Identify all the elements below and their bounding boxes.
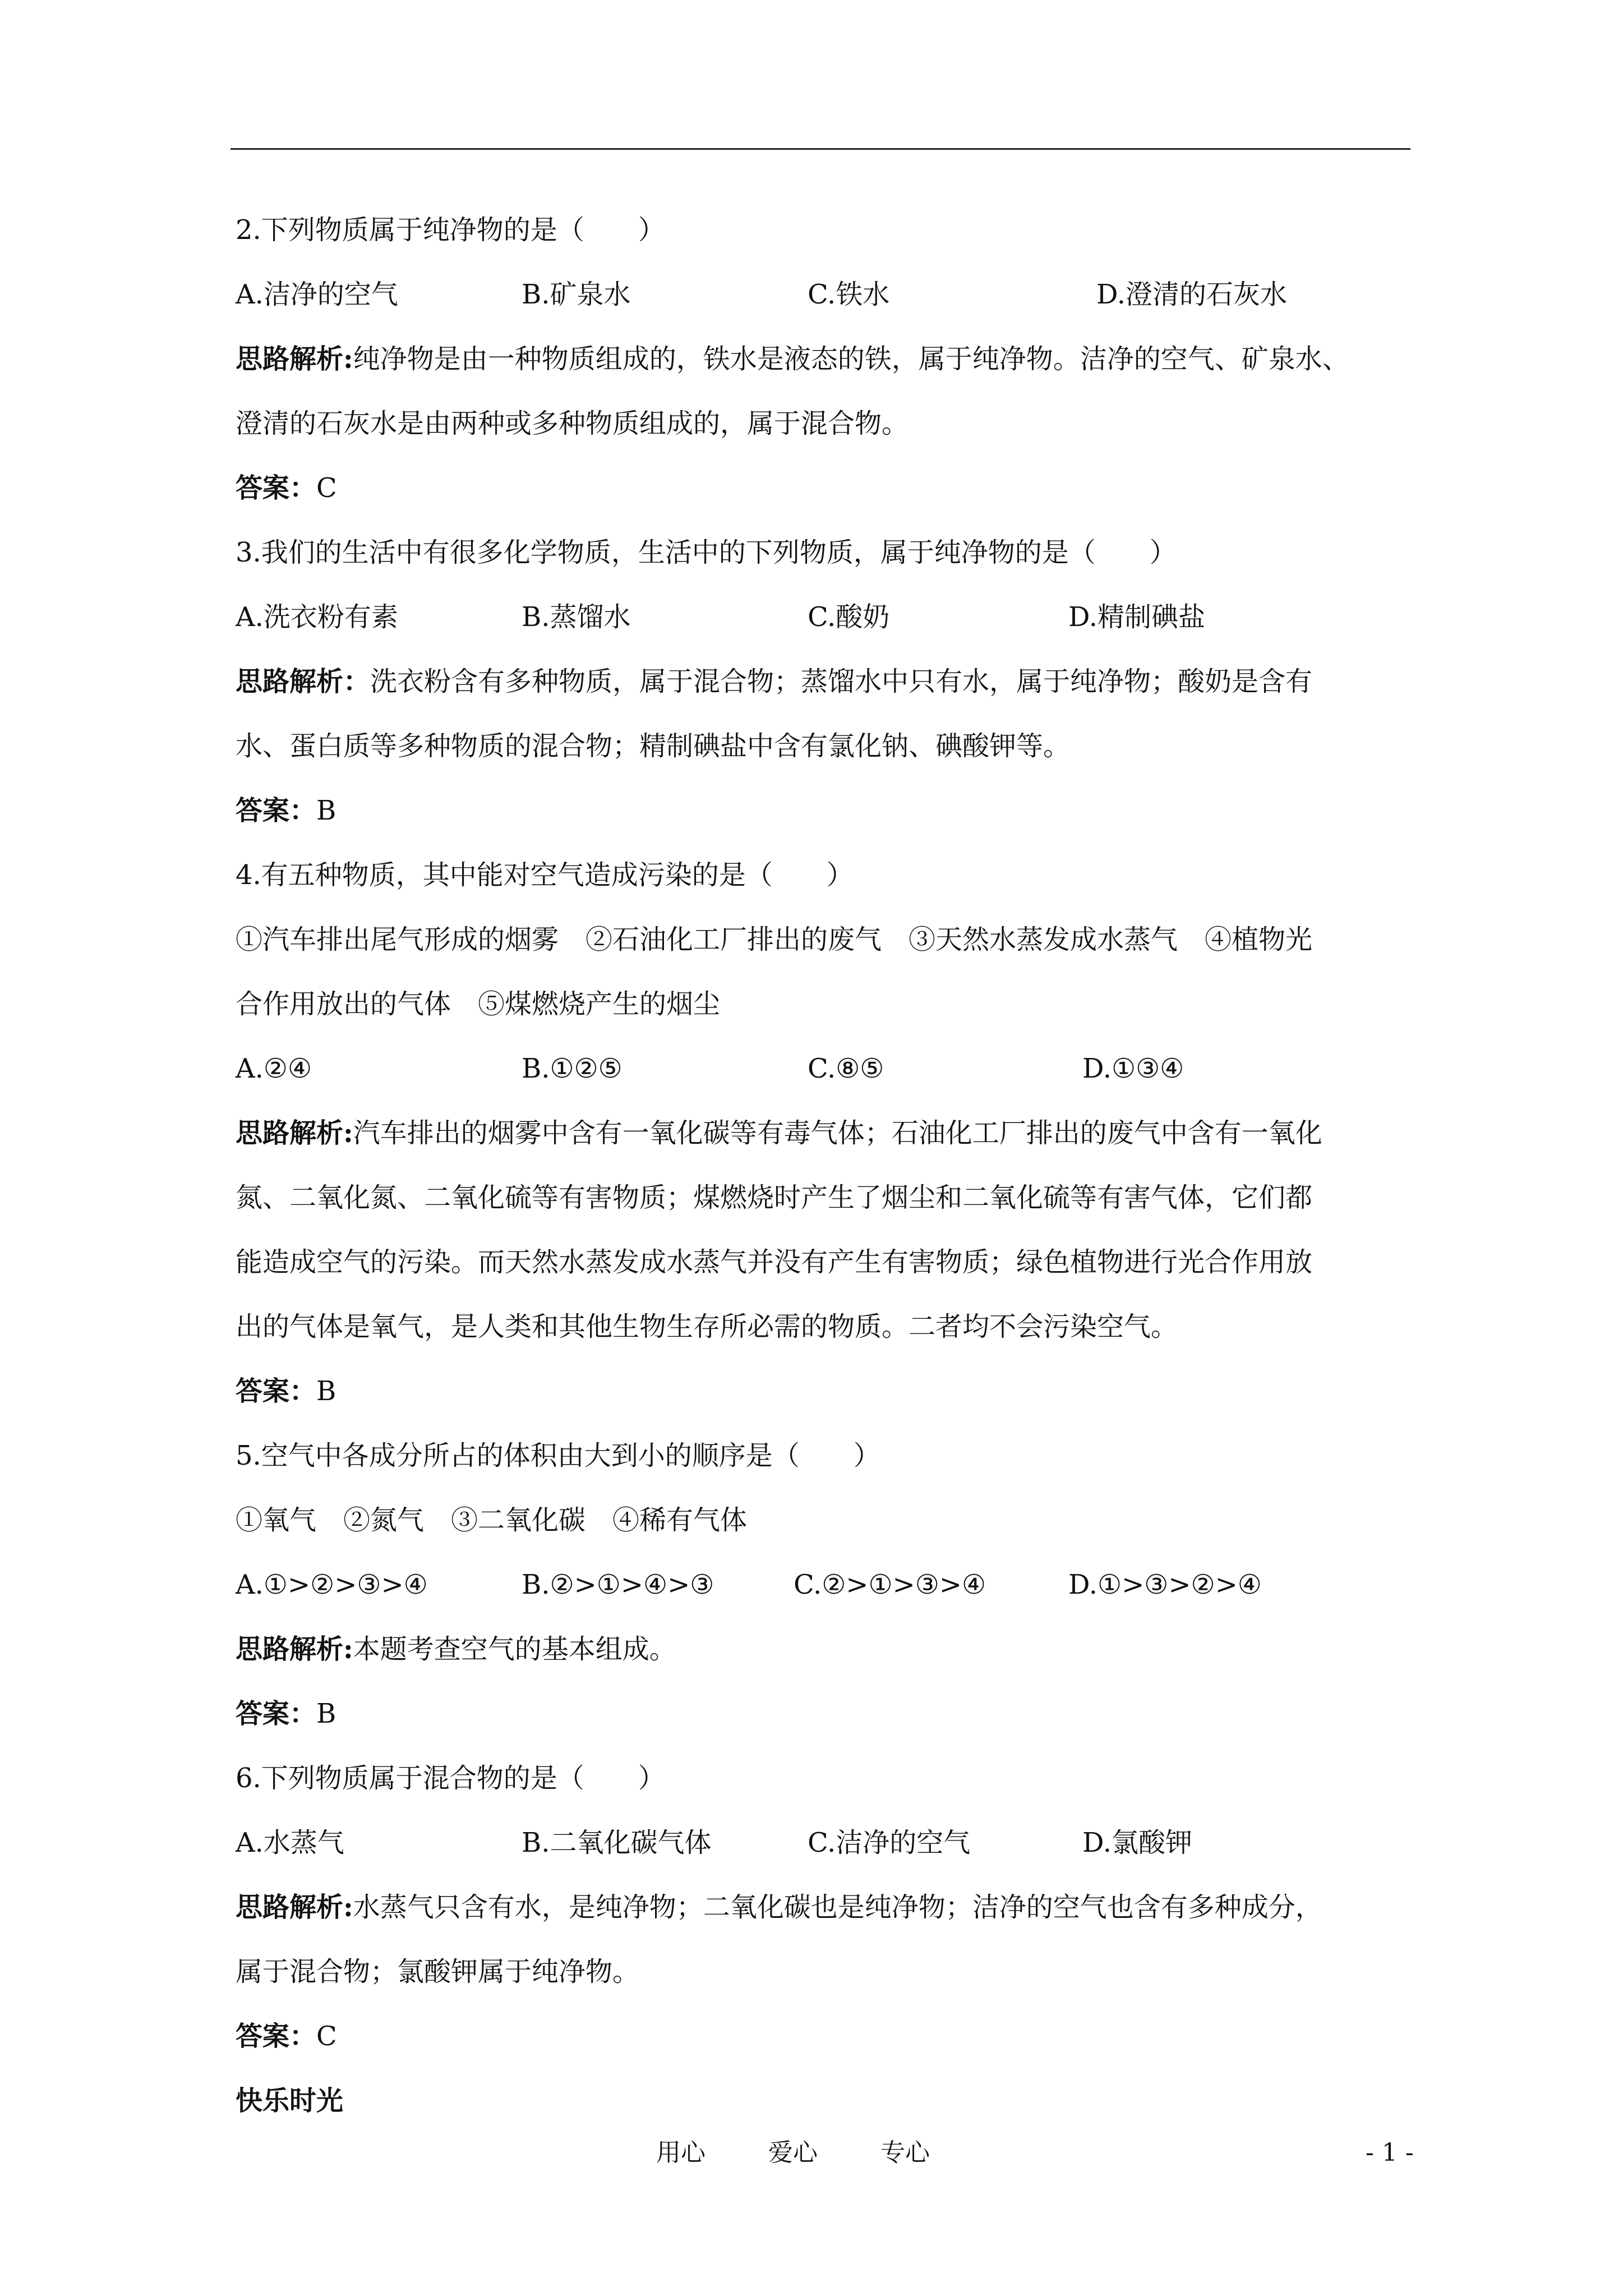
q5-analysis: [236, 1632, 676, 1666]
footer-motto-3: 专心: [880, 2138, 930, 2167]
q5-items-line1: ①氧气 ②氮气 ③二氧化碳 ④稀有气体: [236, 1504, 748, 1536]
analysis-label: 思路解析:: [236, 1892, 353, 1923]
q4-analysis-line4: 出的气体是氧气，是人类和其他生物生存所必需的物质。二者均不会污染空气。: [236, 1311, 1178, 1342]
page-number: - 1 -: [1366, 2138, 1414, 2167]
answer-value: C: [316, 2021, 337, 2052]
analysis-label: 思路解析:: [236, 1634, 353, 1665]
q6-answer: [236, 2019, 337, 2053]
analysis-label: 思路解析:: [236, 343, 353, 375]
q4-answer: [236, 1374, 336, 1408]
q5-option-c: C.②>①>③>④: [794, 1569, 986, 1600]
answer-label: 答案：: [236, 2021, 317, 2052]
section-title: 快乐时光: [236, 2085, 344, 2116]
q2-option-b: B.矿泉水: [522, 279, 631, 310]
q3-option-c: C.酸奶: [808, 601, 890, 633]
q3-analysis: [236, 665, 1312, 698]
question-4: 4.有五种物质，其中能对空气造成污染的是（ ）: [236, 859, 854, 891]
answer-value: C: [316, 472, 337, 504]
q4-analysis-line2: 氮、二氧化氮、二氧化硫等有害物质；煤燃烧时产生了烟尘和二氧化硫等有害气体，它们都: [236, 1182, 1313, 1213]
q2-analysis-line2: 澄清的石灰水是由两种或多种物质组成的，属于混合物。: [236, 408, 909, 439]
answer-label: 答案：: [236, 1698, 317, 1729]
answer-label: 答案：: [236, 1375, 317, 1407]
q6-analysis-line2: 属于混合物；氯酸钾属于纯净物。: [236, 1956, 640, 1987]
q4-option-b: B.①②⑤: [522, 1053, 623, 1084]
q4-analysis: [236, 1116, 1322, 1150]
analysis-text: 洗衣粉含有多种物质，属于混合物；蒸馏水中只有水，属于纯净物；酸奶是含有: [370, 666, 1313, 697]
q3-option-b: B.蒸馏水: [522, 601, 631, 633]
q6-option-b: B.二氧化碳气体: [522, 1827, 712, 1858]
answer-value: B: [316, 1698, 336, 1729]
analysis-label: 思路解析：: [236, 666, 371, 697]
q3-analysis-line2: 水、蛋白质等多种物质的混合物；精制碘盐中含有氯化钠、碘酸钾等。: [236, 730, 1071, 762]
q4-option-a: A.②④: [236, 1053, 312, 1084]
q6-option-c: C.洁净的空气: [808, 1827, 971, 1858]
q3-answer: [236, 794, 336, 827]
analysis-text: 汽车排出的烟雾中含有一氧化碳等有毒气体；石油化工厂排出的废气中含有一氧化: [353, 1117, 1322, 1149]
analysis-text: 纯净物是由一种物质组成的，铁水是液态的铁，属于纯净物。洁净的空气、矿泉水、: [353, 343, 1349, 375]
q3-option-d: D.精制碘盐: [1068, 601, 1206, 633]
q6-analysis: [236, 1890, 1322, 1924]
q4-analysis-line3: 能造成空气的污染。而天然水蒸发成水蒸气并没有产生有害物质；绿色植物进行光合作用放: [236, 1246, 1313, 1278]
q6-option-d: D.氯酸钾: [1082, 1827, 1193, 1858]
q2-analysis: [236, 342, 1349, 376]
q5-option-a: A.①>②>③>④: [236, 1569, 428, 1600]
question-5: 5.空气中各成分所占的体积由大到小的顺序是（ ）: [236, 1440, 880, 1471]
q2-option-c: C.铁水: [808, 279, 890, 310]
question-2: 2.下列物质属于纯净物的是（ ）: [236, 214, 665, 246]
analysis-label: 思路解析:: [236, 1117, 353, 1149]
q4-option-c: C.⑧⑤: [808, 1053, 884, 1084]
answer-label: 答案：: [236, 472, 317, 504]
header-rule: [230, 148, 1410, 150]
q5-answer: [236, 1697, 336, 1731]
q6-option-a: A.水蒸气: [236, 1827, 344, 1858]
q5-option-b: B.②>①>④>③: [522, 1569, 714, 1600]
footer-motto-2: 爱心: [768, 2138, 818, 2167]
q4-option-d: D.①③④: [1082, 1053, 1184, 1084]
footer-motto-1: 用心: [656, 2138, 706, 2167]
q3-option-a: A.洗衣粉有素: [236, 601, 398, 633]
analysis-text: 本题考查空气的基本组成。: [353, 1634, 676, 1665]
q2-answer: [236, 471, 337, 505]
answer-value: B: [316, 795, 336, 826]
question-6: 6.下列物质属于混合物的是（ ）: [236, 1763, 665, 1794]
q4-items-line2: 合作用放出的气体 ⑤煤燃烧产生的烟尘: [236, 988, 721, 1020]
answer-value: B: [316, 1375, 336, 1407]
answer-label: 答案：: [236, 795, 317, 826]
q2-option-a: A.洁净的空气: [236, 279, 398, 310]
q4-items-line1: ①汽车排出尾气形成的烟雾 ②石油化工厂排出的废气 ③天然水蒸发成水蒸气 ④植物光: [236, 924, 1313, 955]
q5-option-d: D.①>③>②>④: [1068, 1569, 1262, 1600]
analysis-text: 水蒸气只含有水，是纯净物；二氧化碳也是纯净物；洁净的空气也含有多种成分，: [353, 1892, 1322, 1923]
question-3: 3.我们的生活中有很多化学物质，生活中的下列物质，属于纯净物的是（ ）: [236, 537, 1177, 568]
q2-option-d: D.澄清的石灰水: [1096, 279, 1288, 310]
